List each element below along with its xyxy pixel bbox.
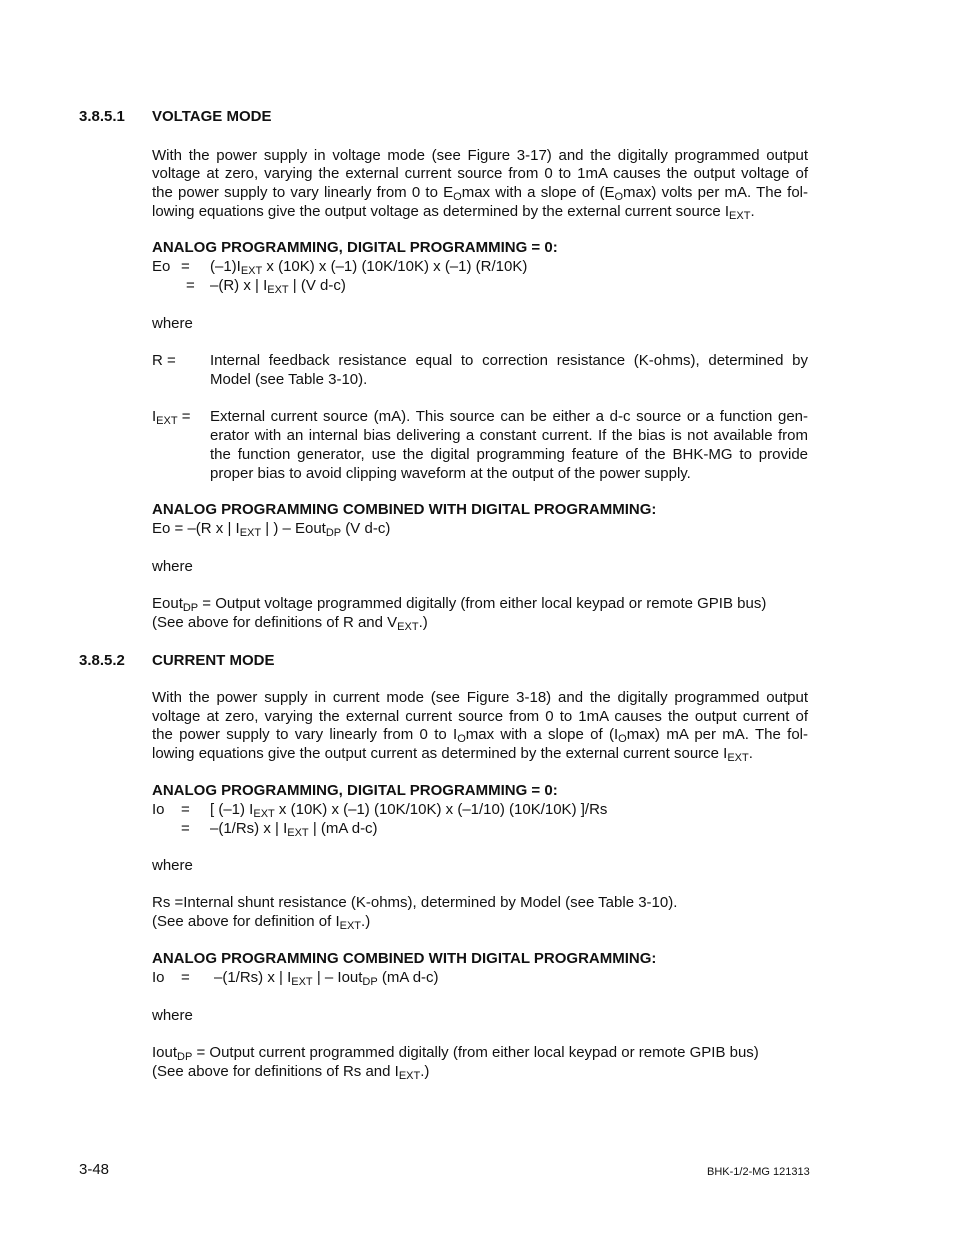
definition-line: External current source (mA). This source can be either a d-c source or a function gen- <box>210 408 808 425</box>
subheading: ANALOG PROGRAMMING, DIGITAL PROGRAMMING = 0: <box>152 239 558 256</box>
paragraph-line: voltage at zero, varying the external current source from 0 to 1mA causes the output voltage of <box>152 165 808 182</box>
paragraph-line: the power supply to vary linearly from 0 to $I_O\max$ with a slope of $(I_O\max)$ mA per mA. The fol- <box>152 726 808 745</box>
equation-rhs: –(1/Rs) x | $I_{EXT}$ | – Iout$_{DP}$ (mA d-c) <box>214 969 439 988</box>
subheading: ANALOG PROGRAMMING, DIGITAL PROGRAMMING = 0: <box>152 782 558 799</box>
section-number: 3.8.5.2 <box>79 652 125 669</box>
definition-line: (See above for definitions of Rs and $I_{EXT}$.) <box>152 1063 430 1082</box>
equation-equals: = <box>186 277 195 294</box>
definition-label: $I_{EXT}$ = <box>152 408 191 427</box>
equation-rhs: –(R) x | $I_{EXT}$ | (V d-c) <box>210 277 346 296</box>
where-label: where <box>152 558 193 575</box>
paragraph-line: voltage at zero, varying the external current source from 0 to 1mA causes the output current of <box>152 708 808 725</box>
paragraph-line: lowing equations give the output voltage as determined by the external current source $I_{EXT}$. <box>152 203 755 222</box>
section-title: CURRENT MODE <box>152 652 275 669</box>
definition-line: Internal feedback resistance equal to correction resistance (K-ohms), determined by <box>210 352 808 369</box>
document-id: BHK-1/2-MG 121313 <box>707 1166 810 1178</box>
where-label: where <box>152 1007 193 1024</box>
paragraph-line: the power supply to vary linearly from 0 to $E_O\max$ with a slope of $(E_O\max)$ volts per mA. The fol- <box>152 184 809 203</box>
equation-lhs: Io <box>152 969 165 986</box>
equation: Eo = –(R x | $I_{EXT}$ | ) – Eout$_{DP}$ (V d-c) <box>152 520 391 539</box>
subheading: ANALOG PROGRAMMING COMBINED WITH DIGITAL PROGRAMMING: <box>152 950 657 967</box>
definition-line: erator with an internal bias delivering a constant current. If the bias is not available from <box>210 427 808 444</box>
equation-rhs: [ (–1) $I_{EXT}$ x (10K) x (–1) (10K/10K) x (–1/10) (10K/10K) ]/Rs <box>210 801 608 820</box>
paragraph-line: With the power supply in voltage mode (see Figure 3-17) and the digitally programmed output <box>152 147 808 164</box>
definition-line: Rs =Internal shunt resistance (K-ohms), determined by Model (see Table 3-10). <box>152 894 678 911</box>
definition-line: proper bias to avoid clipping waveform at the output of the power supply. <box>210 465 691 482</box>
definition-line: Eout$_{DP}$ = Output voltage programmed digitally (from either local keypad or remote GPIB bus) <box>152 595 767 614</box>
section-number: 3.8.5.1 <box>79 108 125 125</box>
definition-label: R = <box>152 352 176 369</box>
equation-equals: = <box>181 820 190 837</box>
equation-equals: = <box>181 801 190 818</box>
page-number: 3-48 <box>79 1161 110 1178</box>
definition-line: Iout$_{DP}$ = Output current programmed digitally (from either local keypad or remote GPIB bus) <box>152 1044 759 1063</box>
definition-line: (See above for definition of $I_{EXT}$.) <box>152 913 371 932</box>
definition-line: (See above for definitions of R and $V_{EXT}$.) <box>152 614 428 633</box>
subheading: ANALOG PROGRAMMING COMBINED WITH DIGITAL PROGRAMMING: <box>152 501 657 518</box>
where-label: where <box>152 857 193 874</box>
paragraph-line: With the power supply in current mode (see Figure 3-18) and the digitally programmed output <box>152 689 808 706</box>
equation-lhs: Io <box>152 801 165 818</box>
equation-equals: = <box>181 969 190 986</box>
section-title: VOLTAGE MODE <box>152 108 272 125</box>
equation-equals: = <box>181 258 190 275</box>
definition-line: the function generator, use the digital programming feature of the BHK-MG to provide <box>210 446 808 463</box>
equation-lhs: Eo <box>152 258 171 275</box>
paragraph-line: lowing equations give the output current as determined by the external current source $I_{EXT}$. <box>152 745 753 764</box>
definition-line: Model (see Table 3-10). <box>210 371 368 388</box>
equation-rhs: $(-1)I_{EXT}$ x (10K) x (–1) (10K/10K) x (–1) (R/10K) <box>210 258 528 277</box>
equation-rhs: –(1/Rs) x | $I_{EXT}$ | (mA d-c) <box>210 820 378 839</box>
where-label: where <box>152 315 193 332</box>
